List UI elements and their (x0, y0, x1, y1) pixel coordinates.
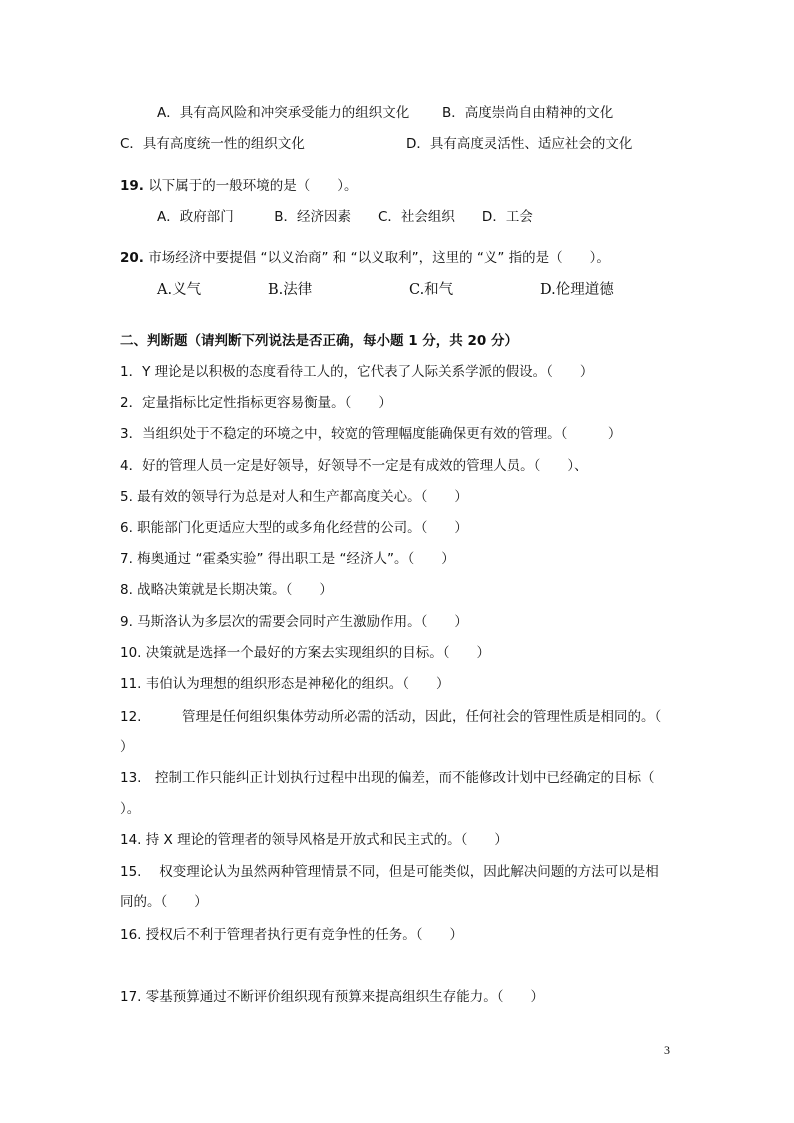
judgment-item: 9. 马斯洛认为多层次的需要会同时产生激励作用。（ ） (120, 614, 468, 630)
judgment-item: 7. 梅奥通过 “霍桑实验” 得出职工是 “经济人”。（ ） (120, 551, 455, 567)
q18-option-c: C．具有高度统一性的组织文化 (120, 136, 305, 152)
judgment-item: 12. 管理是任何组织集体劳动所必需的活动，因此，任何社会的管理性质是相同的。（ (120, 709, 662, 725)
q20-option-c: C.和气 (409, 282, 454, 298)
judgment-item: 1．Y 理论是以积极的态度看待工人的，它代表了人际关系学派的假设。（ ） (120, 364, 594, 380)
q18-option-a: A．具有高风险和冲突承受能力的组织文化 (157, 105, 410, 121)
section2-heading: 二、判断题（请判断下列说法是否正确，每小题 1 分，共 20 分） (120, 333, 518, 349)
q20-stem: 市场经济中要提倡 “以义治商” 和 “以义取利”，这里的 “义” 指的是（ ）。 (148, 250, 610, 266)
judgment-item: 17. 零基预算通过不断评价组织现有预算来提高组织生存能力。（ ） (120, 989, 545, 1005)
judgment-item: 3．当组织处于不稳定的环境之中，较宽的管理幅度能确保更有效的管理。（ ） (120, 426, 622, 442)
judgment-item: 6. 职能部门化更适应大型的或多角化经营的公司。（ ） (120, 520, 468, 536)
q19-question (120, 176, 357, 196)
judgment-item-continuation: ）。 (120, 801, 141, 817)
q18-option-b: B．高度崇尚自由精神的文化 (442, 105, 614, 121)
q19-stem: 以下属于的一般环境的是（ ）。 (148, 178, 358, 194)
page-number: 3 (664, 1043, 670, 1057)
judgment-item-continuation: ） (120, 739, 134, 755)
q20-number: 20. (120, 250, 144, 266)
q19-number: 19. (120, 178, 144, 194)
judgment-item: 4．好的管理人员一定是好领导，好领导不一定是有成效的管理人员。（ ）、 (120, 458, 588, 474)
q19-options: A．政府部门 B．经济因素 C．社会组织 D．工会 (157, 209, 533, 225)
q20-option-a: A.义气 (157, 282, 202, 298)
q18-option-d: D．具有高度灵活性、适应社会的文化 (406, 136, 633, 152)
judgment-item: 11. 韦伯认为理想的组织形态是神秘化的组织。（ ） (120, 676, 450, 692)
q20-option-b: B.法律 (268, 282, 313, 298)
judgment-item-continuation: 同的。（ ） (120, 894, 208, 910)
judgment-item: 8. 战略决策就是长期决策。（ ） (120, 582, 333, 598)
judgment-item: 16. 授权后不利于管理者执行更有竞争性的任务。（ ） (120, 927, 464, 943)
judgment-item: 10. 决策就是选择一个最好的方案去实现组织的目标。（ ） (120, 645, 491, 661)
judgment-item: 2．定量指标比定性指标更容易衡量。（ ） (120, 395, 392, 411)
judgment-item: 5. 最有效的领导行为总是对人和生产都高度关心。（ ） (120, 489, 468, 505)
q20-option-d: D.伦理道德 (540, 282, 614, 298)
judgment-item: 15. 权变理论认为虽然两种管理情景不同，但是可能类似，因此解决问题的方法可以是相 (120, 864, 659, 880)
q20-question (120, 248, 610, 268)
judgment-item: 14. 持 X 理论的管理者的领导风格是开放式和民主式的。（ ） (120, 832, 508, 848)
judgment-item: 13. 控制工作只能纠正计划执行过程中出现的偏差，而不能修改计划中已经确定的目标（ (120, 770, 655, 786)
